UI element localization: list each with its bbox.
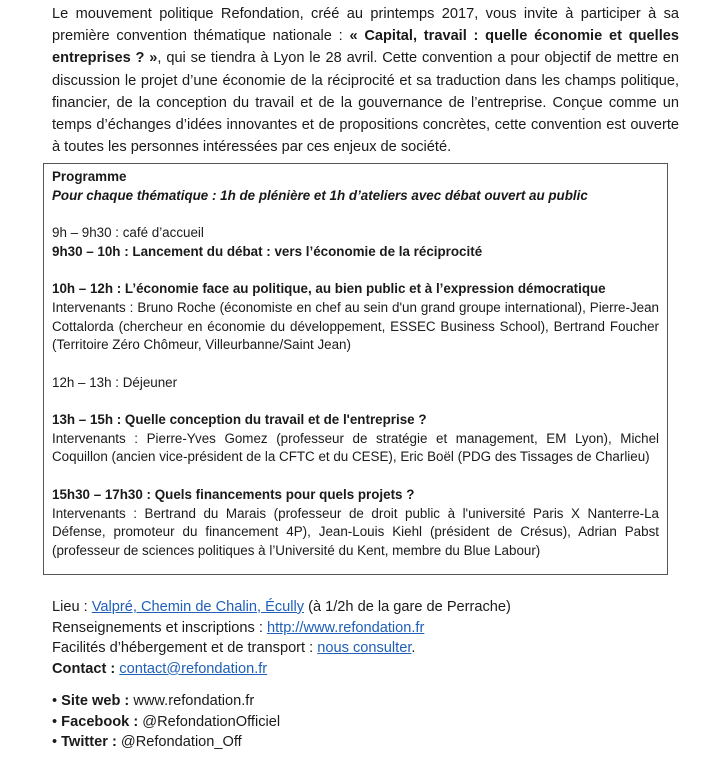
launch-slot: 9h30 – 10h : Lancement du débat : vers l’économie de la réciprocité	[52, 243, 483, 259]
session3-speakers: Intervenants : Bertrand du Marais (professeur de droit public à l'université Paris X Nanterre-La Défense, promoteur du financement 4P), Jean-Louis Kiehl (président de Crésus), Adrian Pabst (professeur de sciences politiques à l’Université du Kent, membre du Blue Labour)	[52, 505, 659, 558]
twitter-value: @Refondation_Off	[116, 734, 242, 751]
facebook-item	[52, 712, 280, 733]
bullet-icon: •	[52, 713, 58, 730]
facebook-value: @RefondationOfficiel	[138, 713, 281, 730]
lunch-slot: 12h – 13h : Déjeuner	[52, 374, 178, 390]
twitter-item	[52, 732, 280, 753]
practical-info	[52, 597, 692, 679]
venue-note: (à 1/2h de la gare de Perrache)	[304, 599, 511, 615]
contact-line	[52, 659, 692, 680]
programme-heading: Programme	[52, 169, 127, 184]
accommodation-label: Facilités d’hébergement et de transport :	[52, 640, 318, 657]
consult-link[interactable]: nous consulter	[317, 640, 412, 657]
programme-box	[43, 163, 668, 575]
intro-text-2: , qui se tiendra à Lyon le 28 avril. Cette convention a pour objectif de mettre en discussion le projet d’une économie de la réciprocité et sa traduction dans les champs politique, financier, de la conception du travail et de la gouvernance de l’entreprise. Conçue comme un temps d’échanges d’idées innovantes et de propositions concrètes, cette convention est ouverte à toutes les personnes intéressées par ces enjeux de société.	[52, 50, 680, 156]
registration-label: Renseignements et inscriptions :	[52, 619, 267, 636]
bullet-icon: •	[52, 693, 58, 709]
welcome-slot: 9h – 9h30 : café d’accueil	[52, 225, 204, 241]
contact-email-link[interactable]: contact@refondation.fr	[119, 660, 268, 677]
session1-speakers: Intervenants : Bruno Roche (économiste en chef au sein d'un grand groupe international), Pierre-Jean Cottalorda (chercheur en économie du développement, ESSEC Business School), Bertrand Foucher (Territoire Zéro Chômeur, Villeurbanne/Saint Jean)	[52, 299, 659, 353]
session2-title: 13h – 15h : Quelle conception du travail et de l'entreprise ?	[52, 412, 427, 428]
contact-label: Contact :	[52, 660, 120, 677]
session2-speakers: Intervenants : Pierre-Yves Gomez (professeur de stratégie et management, EM Lyon), Michel Coquillon (ancien vice-président de la CFTC et du CESE), Eric Boël (PDG des Tissages de Charlieu)	[52, 430, 659, 465]
facebook-label: Facebook :	[61, 713, 139, 730]
website-link[interactable]: http://www.refondation.fr	[266, 619, 425, 636]
session3-title: 15h30 – 17h30 : Quels financements pour quels projets ?	[52, 486, 415, 502]
programme-subtitle: Pour chaque thématique : 1h de plénière et 1h d’ateliers avec débat ouvert au public	[52, 187, 588, 203]
bullet-icon: •	[52, 734, 58, 751]
site-item	[52, 691, 280, 712]
social-links	[52, 691, 280, 753]
intro-text-1: Le mouvement politique Refondation, créé au printemps 2017, vous invite à participer à sa première convention thématique nationale :	[52, 6, 679, 45]
convention-title: « Capital, travail : quelle économie et quelles entreprises ? »	[52, 28, 679, 67]
site-value: www.refondation.fr	[129, 693, 255, 709]
twitter-label: Twitter :	[61, 734, 117, 751]
venue-line	[52, 597, 692, 618]
session1-title: 10h – 12h : L’économie face au politique, au bien public et à l’expression démocratique	[52, 281, 606, 297]
venue-link[interactable]: Valpré, Chemin de Chalin, Écully	[91, 599, 305, 615]
venue-label: Lieu :	[52, 599, 92, 615]
accommodation-line	[52, 638, 692, 659]
site-label: Site web :	[61, 693, 130, 709]
intro-paragraph	[52, 3, 679, 158]
accommodation-period: .	[411, 640, 416, 657]
registration-line	[52, 618, 692, 639]
